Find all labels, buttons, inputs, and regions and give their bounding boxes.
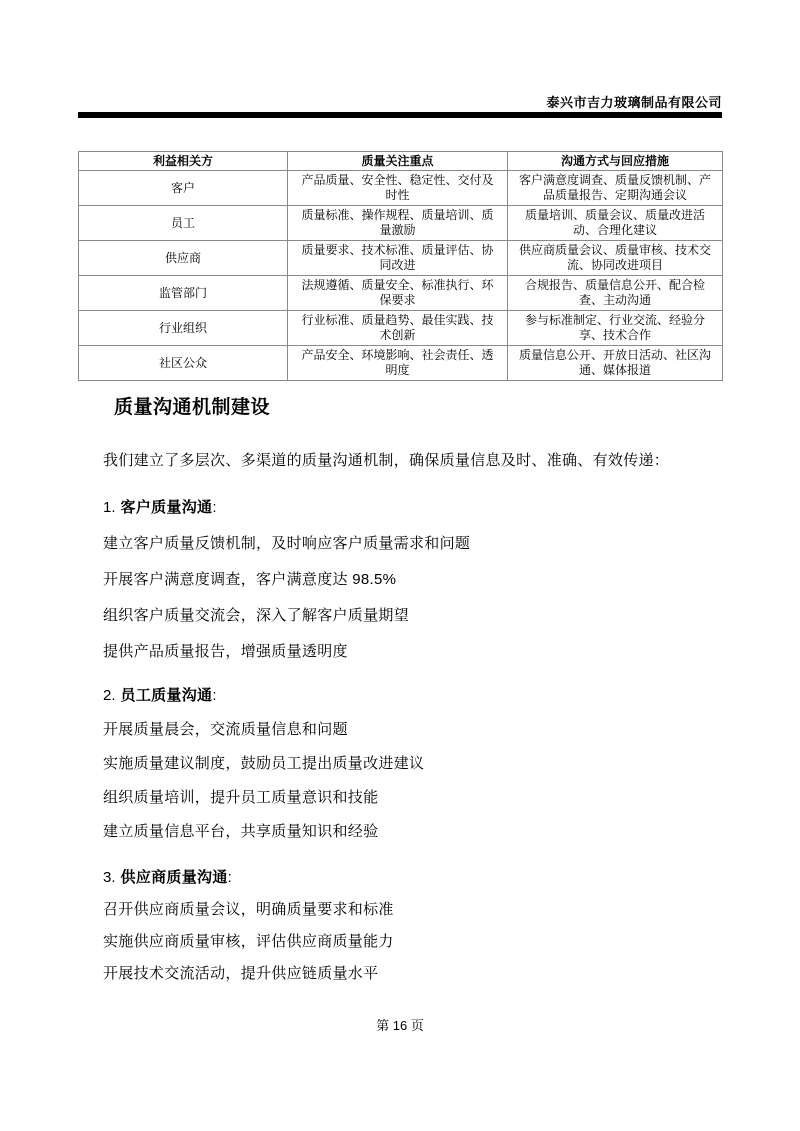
table-row bbox=[79, 241, 723, 276]
item-paragraph: 召开供应商质量会议，明确质量要求和标准 bbox=[103, 901, 394, 918]
subsection-items-employee bbox=[78, 719, 730, 842]
subsection-items-customer bbox=[78, 533, 730, 662]
subsection-number: 3. bbox=[103, 869, 116, 886]
subsection-heading-employee bbox=[103, 685, 730, 706]
subsection-colon: : bbox=[212, 499, 217, 516]
col-header-stakeholder: 利益相关方 bbox=[79, 152, 288, 171]
item-paragraph: 建立客户质量反馈机制，及时响应客户质量需求和问题 bbox=[103, 535, 471, 552]
item-paragraph: 组织客户质量交流会，深入了解客户质量期望 bbox=[103, 607, 410, 624]
main-content bbox=[78, 396, 730, 984]
stakeholder-cell: 员工 bbox=[79, 206, 288, 241]
focus-cell: 产品安全、环境影响、社会责任、透明度 bbox=[288, 346, 508, 381]
subsection-number: 2. bbox=[103, 687, 116, 704]
subsection-heading-customer bbox=[103, 497, 730, 518]
subsection-title: 员工质量沟通 bbox=[120, 687, 213, 704]
stakeholder-cell: 行业组织 bbox=[79, 311, 288, 346]
header-rule-divider bbox=[78, 112, 722, 118]
stakeholder-cell: 社区公众 bbox=[79, 346, 288, 381]
item-paragraph: 开展技术交流活动，提升供应链质量水平 bbox=[103, 965, 379, 982]
subsection-title: 客户质量沟通 bbox=[120, 499, 213, 516]
page-number: 第 16 页 bbox=[376, 1018, 424, 1033]
table-row bbox=[79, 311, 723, 346]
intro-paragraph: 我们建立了多层次、多渠道的质量沟通机制，确保质量信息及时、准确、有效传递： bbox=[103, 452, 670, 469]
item-paragraph: 提供产品质量报告，增强质量透明度 bbox=[103, 643, 348, 660]
col-header-focus: 质量关注重点 bbox=[288, 152, 508, 171]
table-row bbox=[79, 206, 723, 241]
table-row bbox=[79, 276, 723, 311]
company-name: 泰兴市吉力玻璃制品有限公司 bbox=[546, 95, 722, 110]
table-row bbox=[79, 171, 723, 206]
item-paragraph: 实施供应商质量审核，评估供应商质量能力 bbox=[103, 933, 394, 950]
focus-cell: 质量标准、操作规程、质量培训、质量激励 bbox=[288, 206, 508, 241]
subsection-number: 1. bbox=[103, 499, 116, 516]
item-paragraph: 开展客户满意度调查，客户满意度达 98.5% bbox=[103, 571, 397, 588]
section-title: 质量沟通机制建设 bbox=[114, 397, 271, 418]
focus-cell: 质量要求、技术标准、质量评估、协同改进 bbox=[288, 241, 508, 276]
item-paragraph: 开展质量晨会，交流质量信息和问题 bbox=[103, 721, 348, 738]
response-cell: 合规报告、质量信息公开、配合检查、主动沟通 bbox=[508, 276, 723, 311]
col-header-response: 沟通方式与回应措施 bbox=[508, 152, 723, 171]
focus-cell: 法规遵循、质量安全、标准执行、环保要求 bbox=[288, 276, 508, 311]
stakeholder-cell: 供应商 bbox=[79, 241, 288, 276]
subsection-heading-supplier bbox=[103, 867, 730, 888]
response-cell: 质量信息公开、开放日活动、社区沟通、媒体报道 bbox=[508, 346, 723, 381]
item-paragraph: 组织质量培训，提升员工质量意识和技能 bbox=[103, 789, 379, 806]
stakeholder-cell: 客户 bbox=[79, 171, 288, 206]
focus-cell: 产品质量、安全性、稳定性、交付及时性 bbox=[288, 171, 508, 206]
document-header bbox=[78, 94, 722, 112]
subsection-colon: : bbox=[227, 869, 232, 886]
focus-cell: 行业标准、质量趋势、最佳实践、技术创新 bbox=[288, 311, 508, 346]
response-cell: 参与标准制定、行业交流、经验分享、技术合作 bbox=[508, 311, 723, 346]
subsection-colon: : bbox=[212, 687, 217, 704]
subsection-items-supplier bbox=[78, 899, 730, 984]
item-paragraph: 实施质量建议制度，鼓励员工提出质量改进建议 bbox=[103, 755, 425, 772]
subsection-title: 供应商质量沟通 bbox=[120, 869, 228, 886]
table-row bbox=[79, 346, 723, 381]
stakeholder-cell: 监管部门 bbox=[79, 276, 288, 311]
item-paragraph: 建立质量信息平台，共享质量知识和经验 bbox=[103, 823, 379, 840]
response-cell: 客户满意度调查、质量反馈机制、产品质量报告、定期沟通会议 bbox=[508, 171, 723, 206]
response-cell: 质量培训、质量会议、质量改进活动、合理化建议 bbox=[508, 206, 723, 241]
stakeholder-table bbox=[78, 151, 723, 381]
response-cell: 供应商质量会议、质量审核、技术交流、协同改进项目 bbox=[508, 241, 723, 276]
table-header-row bbox=[79, 152, 723, 171]
page-footer bbox=[0, 1018, 800, 1034]
